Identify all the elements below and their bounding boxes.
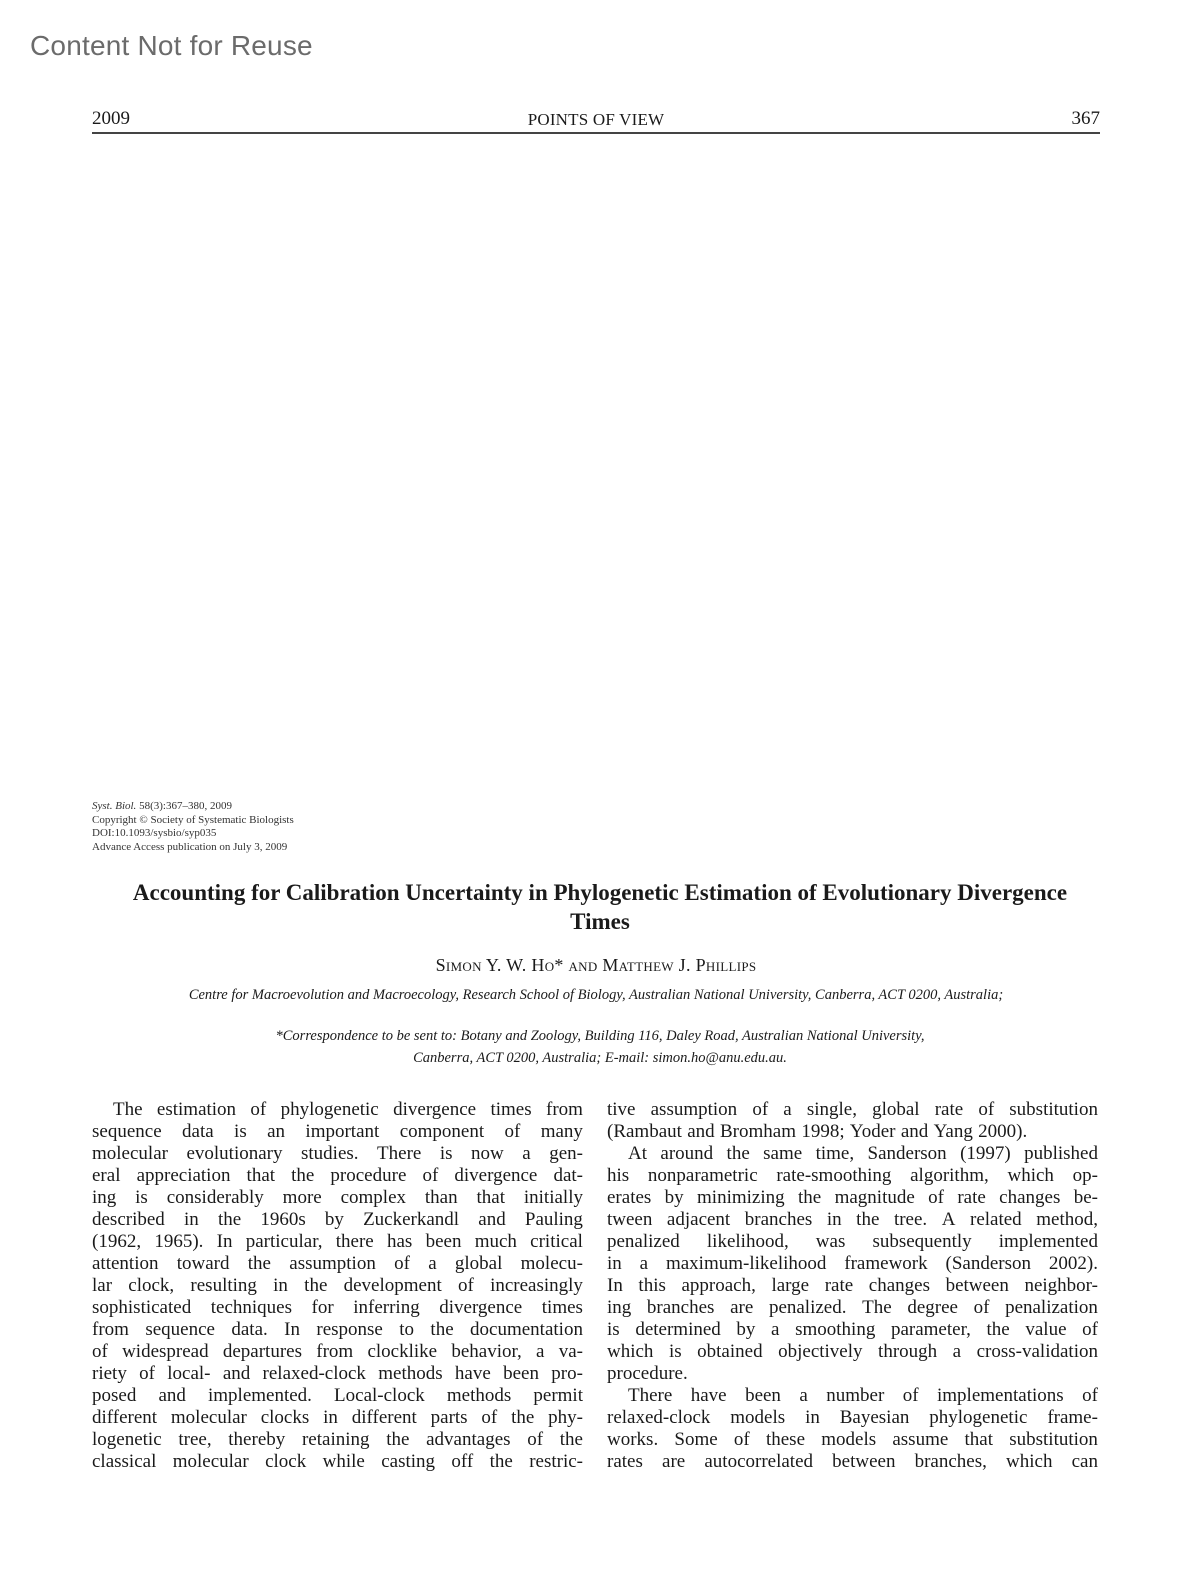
- doi-line: DOI:10.1093/sysbio/syp035: [92, 827, 217, 839]
- body-text-line: which is obtained objectively through a cross-validation: [607, 1341, 1098, 1362]
- page-number: 367: [1071, 108, 1100, 129]
- body-text-line: lar clock, resulting in the development of increasingly: [92, 1275, 583, 1296]
- body-text-line: eral appreciation that the procedure of divergence dat-: [92, 1165, 583, 1186]
- body-text-line: from sequence data. In response to the documentation: [92, 1319, 583, 1340]
- body-text-line: rates are autocorrelated between branches, which can: [607, 1451, 1098, 1472]
- advance-access-line: Advance Access publication on July 3, 2009: [92, 840, 288, 853]
- watermark: Content Not for Reuse: [30, 30, 313, 61]
- body-text-line: The estimation of phylogenetic divergence times from: [113, 1099, 583, 1120]
- article-title: Accounting for Calibration Uncertainty in Phylogenetic Estimation of Evolutionary Divergence Times: [132, 880, 1068, 934]
- body-text-line: penalized likelihood, was subsequently implemented: [607, 1231, 1098, 1252]
- body-text-line: (Rambaut and Bromham 1998; Yoder and Yang 2000).: [607, 1121, 1028, 1142]
- body-text-line: ing is considerably more complex than that initially: [92, 1187, 583, 1208]
- citation-journal-line: [92, 800, 294, 814]
- body-text-line: of widespread departures from clocklike behavior, a va-: [92, 1341, 583, 1362]
- body-text-line: procedure.: [607, 1363, 688, 1384]
- correspondence-line: *Correspondence to be sent to: Botany and Zoology, Building 116, Daley Road, Australian National University,: [275, 1028, 925, 1044]
- running-head-section: POINTS OF VIEW: [527, 110, 665, 129]
- body-text-line: posed and implemented. Local-clock methods permit: [92, 1385, 583, 1406]
- body-text-line: There have been a number of implementations of: [628, 1385, 1098, 1406]
- copyright-line: Copyright © Society of Systematic Biologists: [92, 813, 294, 826]
- body-text-line: tive assumption of a single, global rate of substitution: [607, 1099, 1098, 1120]
- body-text-line: sequence data is an important component of many: [92, 1121, 583, 1142]
- body-text-line: works. Some of these models assume that substitution: [607, 1429, 1098, 1450]
- journal-name: Syst. Biol.: [92, 800, 137, 812]
- volume-pages: 58(3):367–380, 2009: [136, 800, 232, 812]
- body-text-line: sophisticated techniques for inferring divergence times: [92, 1297, 583, 1318]
- body-text-line: molecular evolutionary studies. There is now a gen-: [92, 1143, 583, 1164]
- body-text-line: At around the same time, Sanderson (1997) published: [628, 1143, 1098, 1164]
- body-text-line: In this approach, large rate changes between neighbor-: [607, 1275, 1098, 1296]
- body-text-line: different molecular clocks in different parts of the phy-: [92, 1407, 583, 1428]
- body-text-line: in a maximum-likelihood framework (Sanderson 2002).: [607, 1253, 1098, 1274]
- author-affiliation: Centre for Macroevolution and Macroecology, Research School of Biology, Australian National University, Canberra, ACT 0200, Australia;: [188, 987, 1004, 1003]
- body-text-line: riety of local- and relaxed-clock methods have been pro-: [92, 1363, 583, 1384]
- correspondence-line: Canberra, ACT 0200, Australia; E-mail: simon.ho@anu.edu.au.: [413, 1050, 787, 1066]
- body-column-left: [92, 1099, 583, 1473]
- article-authors: Simon Y. W. Ho* and Matthew J. Phillips: [435, 955, 757, 975]
- correspondence-note: [150, 1025, 1050, 1069]
- body-text-line: is determined by a smoothing parameter, the value of: [607, 1319, 1098, 1340]
- citation-block: [92, 800, 294, 854]
- running-head: [92, 108, 1100, 134]
- body-text-line: tween adjacent branches in the tree. A related method,: [607, 1209, 1098, 1230]
- body-text-line: attention toward the assumption of a global molecu-: [92, 1253, 583, 1274]
- body-text-line: erates by minimizing the magnitude of rate changes be-: [607, 1187, 1098, 1208]
- body-column-right: [607, 1099, 1098, 1473]
- body-text-line: his nonparametric rate-smoothing algorithm, which op-: [607, 1165, 1098, 1186]
- body-text-line: (1962, 1965). In particular, there has been much critical: [92, 1231, 583, 1252]
- body-text-line: relaxed-clock models in Bayesian phylogenetic frame-: [607, 1407, 1098, 1428]
- body-text-line: classical molecular clock while casting off the restric-: [92, 1451, 583, 1472]
- running-head-year: 2009: [92, 108, 130, 129]
- body-text-line: described in the 1960s by Zuckerkandl and Pauling: [92, 1209, 583, 1230]
- body-text-line: ing branches are penalized. The degree of penalization: [607, 1297, 1098, 1318]
- body-text-line: logenetic tree, thereby retaining the advantages of the: [92, 1429, 583, 1450]
